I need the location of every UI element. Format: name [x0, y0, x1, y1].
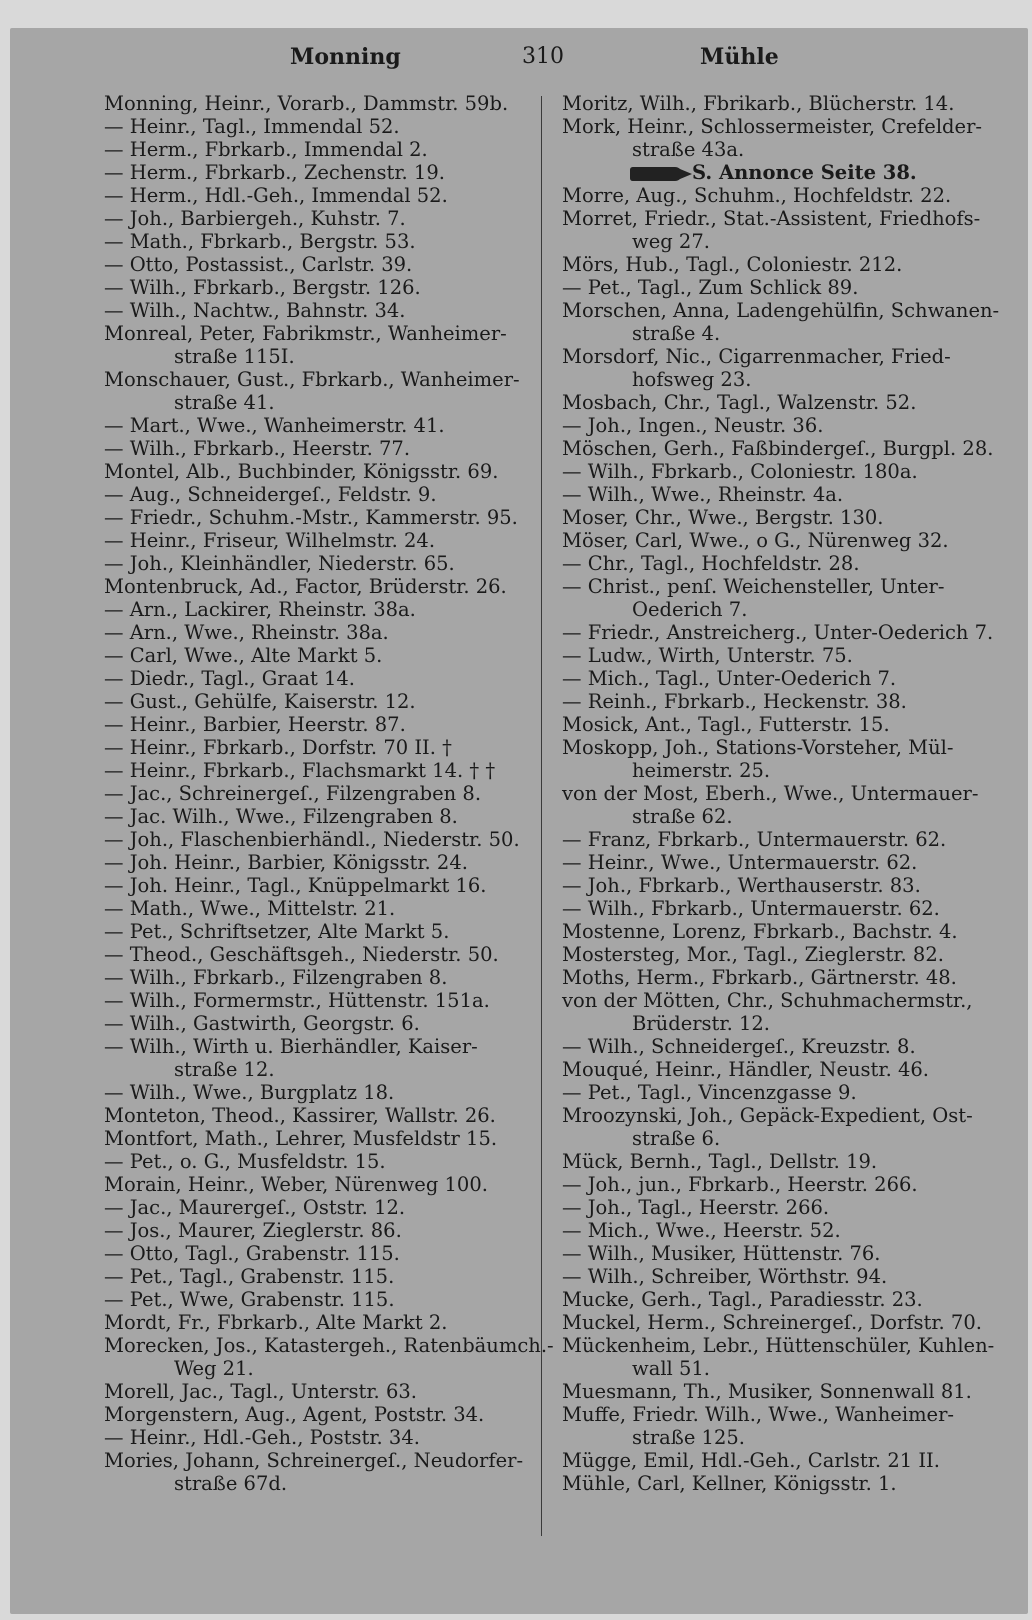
directory-entry-line	[104, 1426, 530, 1449]
entry-text: weg 27.	[632, 230, 710, 253]
entry-text: — Pet., Tagl., Grabenstr. 115.	[104, 1265, 395, 1288]
entry-text: — Wilh., Fbrkarb., Heerstr. 77.	[104, 437, 411, 460]
entry-text: Mostenne, Lorenz, Fbrkarb., Bachstr. 4.	[562, 920, 958, 943]
directory-entry-line	[562, 552, 994, 575]
entry-text: — Aug., Schneidergeſ., Feldstr. 9.	[104, 483, 437, 506]
entry-text: straße 4.	[632, 322, 721, 345]
pointing-hand-icon	[630, 167, 682, 181]
entry-text: Mörs, Hub., Tagl., Coloniestr. 212.	[562, 253, 903, 276]
directory-entry-line	[104, 1219, 530, 1242]
entry-text: Moser, Chr., Wwe., Bergstr. 130.	[562, 506, 884, 529]
directory-entry-line	[562, 874, 994, 897]
entry-text: hofsweg 23.	[632, 368, 752, 391]
directory-entry-line	[562, 1472, 994, 1495]
directory-entry-line	[104, 552, 530, 575]
entry-text: straße 6.	[632, 1127, 721, 1150]
entry-text: Muesmann, Th., Musiker, Sonnenwall 81.	[562, 1380, 972, 1403]
entry-text: Weg 21.	[174, 1357, 254, 1380]
directory-entry-line	[104, 713, 530, 736]
entry-text: — Joh., Barbiergeh., Kuhstr. 7.	[104, 207, 406, 230]
entry-text: Morre, Aug., Schuhm., Hochfeldstr. 22.	[562, 184, 952, 207]
entry-text: Moskopp, Joh., Stations-Vorsteher, Mül-	[562, 736, 954, 759]
entry-text: — Jos., Maurer, Zieglerstr. 86.	[104, 1219, 402, 1242]
directory-entry-line	[562, 1242, 994, 1265]
directory-entry-line	[104, 1334, 554, 1357]
entry-text: — Pet., o. G., Musfeldstr. 15.	[104, 1150, 386, 1173]
directory-entry-line	[104, 736, 530, 759]
header-right-keyword: Mühle	[700, 44, 779, 70]
entry-text: — Wilh., Schreiber, Wörthstr. 94.	[562, 1265, 888, 1288]
entry-text: — Arn., Wwe., Rheinstr. 38a.	[104, 621, 389, 644]
entry-text: straße 41.	[174, 391, 275, 414]
entry-text: heimerstr. 25.	[632, 759, 771, 782]
directory-entry-line	[104, 207, 530, 230]
left-column	[104, 92, 554, 1495]
entry-text: straße 62.	[632, 805, 733, 828]
entry-text: — Pet., Schriftsetzer, Alte Markt 5.	[104, 920, 450, 943]
directory-entry-line	[562, 598, 994, 621]
entry-text: straße 43a.	[632, 138, 745, 161]
entry-text: Morsdorf, Nic., Cigarrenmacher, Fried-	[562, 345, 951, 368]
entry-text: — Chr., Tagl., Hochfeldstr. 28.	[562, 552, 860, 575]
entry-text: Mück, Bernh., Tagl., Dellstr. 19.	[562, 1150, 878, 1173]
entry-text: Mosbach, Chr., Tagl., Walzenstr. 52.	[562, 391, 917, 414]
directory-entry-line	[562, 736, 994, 759]
entry-text: — Wilh., Fbrkarb., Untermauerstr. 62.	[562, 897, 940, 920]
entry-text: Brüderstr. 12.	[632, 1012, 770, 1035]
entry-text: Moritz, Wilh., Fbrikarb., Blücherstr. 14.	[562, 92, 955, 115]
entry-text: — Pet., Tagl., Vincenzgasse 9.	[562, 1081, 857, 1104]
entry-text: Morell, Jac., Tagl., Unterstr. 63.	[104, 1380, 417, 1403]
directory-entry-line	[104, 138, 530, 161]
directory-entry-line	[562, 782, 994, 805]
directory-entry-line	[562, 1196, 994, 1219]
page-header	[0, 44, 1032, 78]
directory-entry-line	[104, 782, 530, 805]
directory-entry-line	[562, 483, 994, 506]
directory-entry-line	[104, 1173, 530, 1196]
directory-entry-line	[104, 253, 530, 276]
directory-entry-line	[562, 299, 1000, 322]
directory-entry-line	[104, 690, 530, 713]
directory-entry-line	[104, 667, 530, 690]
directory-entry-line	[562, 1426, 994, 1449]
directory-entry-line	[104, 1288, 530, 1311]
directory-entry-line	[104, 391, 530, 414]
directory-entry-line	[562, 1334, 994, 1357]
entry-text: — Herm., Fbrkarb., Immendal 2.	[104, 138, 428, 161]
entry-text: — Wilh., Gastwirth, Georgstr. 6.	[104, 1012, 420, 1035]
entry-text: — Wilh., Wwe., Rheinstr. 4a.	[562, 483, 844, 506]
directory-entry-line	[104, 1403, 530, 1426]
directory-entry-line	[104, 1104, 530, 1127]
entry-text: Mückenheim, Lebr., Hüttenschüler, Kuhlen-	[562, 1334, 995, 1357]
directory-entry-line	[104, 1472, 530, 1495]
entry-text: — Joh. Heinr., Tagl., Knüppelmarkt 16.	[104, 874, 487, 897]
entry-text: — Joh., jun., Fbrkarb., Heerstr. 266.	[562, 1173, 918, 1196]
entry-text: wall 51.	[632, 1357, 710, 1380]
directory-entry-line	[562, 1380, 994, 1403]
directory-entry-line	[562, 115, 994, 138]
directory-entry-line	[562, 345, 994, 368]
directory-entry-line	[562, 1173, 994, 1196]
entry-text: Mühle, Carl, Kellner, Königsstr. 1.	[562, 1472, 897, 1495]
entry-text: von der Mötten, Chr., Schuhmachermstr.,	[562, 989, 973, 1012]
entry-text: — Arn., Lackirer, Rheinstr. 38a.	[104, 598, 416, 621]
directory-entry-line	[562, 621, 994, 644]
entry-text: Morgenstern, Aug., Agent, Poststr. 34.	[104, 1403, 485, 1426]
entry-text: — Theod., Geschäftsgeh., Niederstr. 50.	[104, 943, 499, 966]
directory-entry-line	[562, 690, 994, 713]
entry-text: — Friedr., Schuhm.-Mstr., Kammerstr. 95.	[104, 506, 518, 529]
directory-entry-line	[104, 575, 530, 598]
entry-text: — Christ., penſ. Weichensteller, Unter-	[562, 575, 945, 598]
entry-text: — Friedr., Anstreicherg., Unter-Oederich 7.	[562, 621, 994, 644]
entry-text: — Mich., Tagl., Unter-Oederich 7.	[562, 667, 897, 690]
directory-entry-line	[104, 759, 530, 782]
entry-text: Moths, Herm., Fbrkarb., Gärtnerstr. 48.	[562, 966, 957, 989]
directory-entry-line	[104, 322, 530, 345]
directory-entry-line	[562, 713, 994, 736]
directory-entry-line	[104, 1035, 530, 1058]
directory-entry-line	[562, 1403, 994, 1426]
directory-entry-line	[104, 989, 530, 1012]
directory-entry-line	[104, 1449, 530, 1472]
entry-text: — Pet., Wwe, Grabenstr. 115.	[104, 1288, 395, 1311]
directory-entry-line	[562, 437, 994, 460]
entry-text: — Heinr., Fbrkarb., Flachsmarkt 14. † †	[104, 759, 496, 782]
directory-entry-line	[104, 483, 530, 506]
entry-text: S. Annonce Seite 38.	[692, 161, 917, 184]
directory-entry-line	[562, 391, 994, 414]
entry-text: Morschen, Anna, Ladengehülfin, Schwanen-	[562, 299, 1000, 322]
directory-entry-line	[104, 230, 530, 253]
entry-text: — Math., Fbrkarb., Bergstr. 53.	[104, 230, 416, 253]
directory-entry-line	[562, 1081, 994, 1104]
directory-entry-line	[104, 506, 530, 529]
entry-text: Mories, Johann, Schreinergeſ., Neudorfer-	[104, 1449, 524, 1472]
entry-text: Montel, Alb., Buchbinder, Königsstr. 69.	[104, 460, 499, 483]
directory-entry-line	[104, 161, 530, 184]
entry-text: — Gust., Gehülfe, Kaiserstr. 12.	[104, 690, 416, 713]
entry-text: Monteton, Theod., Kassirer, Wallstr. 26.	[104, 1104, 496, 1127]
entry-text: — Heinr., Friseur, Wilhelmstr. 24.	[104, 529, 436, 552]
directory-entry-line	[104, 529, 530, 552]
entry-text: Muffe, Friedr. Wilh., Wwe., Wanheimer-	[562, 1403, 955, 1426]
entry-text: Montenbruck, Ad., Factor, Brüderstr. 26.	[104, 575, 507, 598]
entry-text: Monschauer, Gust., Fbrkarb., Wanheimer-	[104, 368, 520, 391]
directory-entry-line	[104, 943, 530, 966]
entry-text: Morret, Friedr., Stat.-Assistent, Friedhofs-	[562, 207, 981, 230]
entry-text: — Joh. Heinr., Barbier, Königsstr. 24.	[104, 851, 468, 874]
directory-entry-line	[104, 598, 530, 621]
directory-entry-line	[562, 506, 994, 529]
entry-text: — Herm., Hdl.-Geh., Immendal 52.	[104, 184, 448, 207]
directory-entry-line	[562, 276, 994, 299]
entry-text: Möschen, Gerh., Faßbindergeſ., Burgpl. 28.	[562, 437, 994, 460]
directory-entry-line	[562, 1219, 994, 1242]
directory-entry-line	[562, 575, 994, 598]
directory-entry-line	[562, 529, 994, 552]
directory-entry-line	[104, 299, 530, 322]
entry-text: — Mich., Wwe., Heerstr. 52.	[562, 1219, 841, 1242]
entry-text: — Joh., Kleinhändler, Niederstr. 65.	[104, 552, 455, 575]
entry-text: — Carl, Wwe., Alte Markt 5.	[104, 644, 383, 667]
page-number: 310	[522, 44, 564, 69]
directory-entry-line	[104, 1058, 530, 1081]
directory-entry-line	[104, 1081, 530, 1104]
entry-text: — Joh., Ingen., Neustr. 36.	[562, 414, 824, 437]
entry-text: Morain, Heinr., Weber, Nürenweg 100.	[104, 1173, 488, 1196]
entry-text: — Mart., Wwe., Wanheimerstr. 41.	[104, 414, 445, 437]
directory-entry-line	[104, 460, 530, 483]
directory-entry-line	[104, 368, 530, 391]
entry-text: — Reinh., Fbrkarb., Heckenstr. 38.	[562, 690, 907, 713]
entry-text: — Heinr., Hdl.-Geh., Poststr. 34.	[104, 1426, 420, 1449]
directory-entry-line	[104, 115, 530, 138]
entry-text: straße 125.	[632, 1426, 745, 1449]
entry-text: — Heinr., Fbrkarb., Dorfstr. 70 II. †	[104, 736, 452, 759]
entry-text: — Math., Wwe., Mittelstr. 21.	[104, 897, 396, 920]
directory-entry-line	[562, 253, 994, 276]
directory-entry-line	[104, 805, 530, 828]
directory-entry-line	[562, 460, 994, 483]
entry-text: Mügge, Emil, Hdl.-Geh., Carlstr. 21 II.	[562, 1449, 940, 1472]
entry-text: — Wilh., Fbrkarb., Filzengraben 8.	[104, 966, 448, 989]
entry-text: Mucke, Gerh., Tagl., Paradiesstr. 23.	[562, 1288, 923, 1311]
directory-entry-line	[104, 1357, 530, 1380]
entry-text: — Wilh., Wwe., Burgplatz 18.	[104, 1081, 395, 1104]
directory-entry-line	[104, 644, 530, 667]
directory-entry-line	[562, 1012, 994, 1035]
directory-entry-line	[104, 1242, 530, 1265]
entry-text: Morecken, Jos., Katastergeh., Ratenbäumch.-	[104, 1334, 554, 1357]
directory-entry-line	[104, 92, 530, 115]
directory-entry-line	[562, 1150, 994, 1173]
header-left-keyword: Monning	[290, 44, 401, 70]
right-column	[562, 92, 1000, 1495]
directory-entry-line	[104, 1265, 530, 1288]
entry-text: — Wilh., Fbrkarb., Bergstr. 126.	[104, 276, 421, 299]
directory-entry-line	[562, 92, 994, 115]
directory-entry-line	[104, 437, 530, 460]
column-divider	[541, 96, 542, 1536]
directory-entry-line	[104, 1311, 530, 1334]
entry-text: — Wilh., Fbrkarb., Coloniestr. 180a.	[562, 460, 918, 483]
directory-entry-line	[104, 621, 530, 644]
directory-entry-line	[562, 759, 994, 782]
directory-entry-line	[104, 828, 530, 851]
directory-entry-line	[104, 1380, 530, 1403]
entry-text: — Diedr., Tagl., Graat 14.	[104, 667, 355, 690]
entry-text: — Ludw., Wirth, Unterstr. 75.	[562, 644, 853, 667]
entry-text: straße 12.	[174, 1058, 275, 1081]
directory-entry-line	[562, 1357, 994, 1380]
entry-text: Mork, Heinr., Schlossermeister, Crefelder-	[562, 115, 982, 138]
directory-entry-line	[104, 414, 530, 437]
entry-text: — Herm., Fbrkarb., Zechenstr. 19.	[104, 161, 445, 184]
directory-entry-line	[562, 414, 994, 437]
entry-text: Montfort, Math., Lehrer, Musfeldstr 15.	[104, 1127, 498, 1150]
entry-text: Mroozynski, Joh., Gepäck-Expedient, Ost-	[562, 1104, 973, 1127]
entry-text: — Otto, Tagl., Grabenstr. 115.	[104, 1242, 400, 1265]
entry-text: — Jac., Schreinergeſ., Filzengraben 8.	[104, 782, 482, 805]
entry-text: — Wilh., Schneidergeſ., Kreuzstr. 8.	[562, 1035, 916, 1058]
directory-entry-line	[104, 276, 530, 299]
directory-entry-line	[104, 1012, 530, 1035]
entry-text: Mosick, Ant., Tagl., Futterstr. 15.	[562, 713, 890, 736]
directory-entry-line	[562, 644, 994, 667]
directory-entry-line	[562, 230, 994, 253]
entry-text: Oederich 7.	[632, 598, 748, 621]
directory-entry-line	[562, 851, 994, 874]
directory-entry-line	[562, 368, 994, 391]
entry-text: — Jac. Wilh., Wwe., Filzengraben 8.	[104, 805, 458, 828]
entry-text: — Franz, Fbrkarb., Untermauerstr. 62.	[562, 828, 947, 851]
directory-entry-line	[104, 897, 530, 920]
directory-entry-line	[562, 1449, 994, 1472]
directory-entry-line	[562, 989, 994, 1012]
entry-text: — Joh., Tagl., Heerstr. 266.	[562, 1196, 830, 1219]
entry-text: Monreal, Peter, Fabrikmstr., Wanheimer-	[104, 322, 507, 345]
directory-entry-line	[562, 138, 994, 161]
directory-entry-line	[562, 1311, 994, 1334]
entry-text: Mostersteg, Mor., Tagl., Zieglerstr. 82.	[562, 943, 944, 966]
directory-entry-line	[104, 874, 530, 897]
directory-entry-line	[562, 966, 994, 989]
directory-entry-line	[104, 1196, 530, 1219]
entry-text: — Joh., Fbrkarb., Werthauserstr. 83.	[562, 874, 921, 897]
directory-entry-line	[562, 322, 994, 345]
directory-entry-line	[562, 920, 994, 943]
entry-text: — Joh., Flaschenbierhändl., Niederstr. 50.	[104, 828, 520, 851]
directory-entry-line	[104, 966, 530, 989]
directory-entry-line	[562, 897, 994, 920]
entry-text: Monning, Heinr., Vorarb., Dammstr. 59b.	[104, 92, 509, 115]
entry-text: — Wilh., Wirth u. Bierhändler, Kaiser-	[104, 1035, 478, 1058]
directory-entry-line	[104, 345, 530, 368]
directory-entry-line	[104, 851, 530, 874]
directory-entry-line	[562, 184, 994, 207]
directory-entry-line	[562, 1127, 994, 1150]
directory-entry-line	[562, 943, 994, 966]
entry-text: straße 115I.	[174, 345, 295, 368]
entry-text: — Jac., Maurergeſ., Oststr. 12.	[104, 1196, 406, 1219]
entry-text: straße 67d.	[174, 1472, 288, 1495]
entry-text: — Wilh., Formermstr., Hüttenstr. 151a.	[104, 989, 490, 1012]
entry-text: — Otto, Postassist., Carlstr. 39.	[104, 253, 413, 276]
directory-entry-line	[562, 1035, 994, 1058]
entry-text: — Heinr., Wwe., Untermauerstr. 62.	[562, 851, 918, 874]
directory-entry-line	[562, 207, 994, 230]
directory-entry-line	[562, 1265, 994, 1288]
directory-entry-line	[104, 920, 530, 943]
entry-text: — Wilh., Nachtw., Bahnstr. 34.	[104, 299, 406, 322]
directory-entry-line	[562, 805, 994, 828]
directory-entry-line	[562, 1058, 994, 1081]
entry-text: Mouqué, Heinr., Händler, Neustr. 46.	[562, 1058, 929, 1081]
directory-entry-line	[562, 667, 994, 690]
directory-entry-line	[562, 828, 994, 851]
directory-entry-line	[104, 184, 530, 207]
directory-entry-line	[562, 1288, 994, 1311]
entry-text: Muckel, Herm., Schreinergeſ., Dorfstr. 70.	[562, 1311, 982, 1334]
directory-entry-line	[104, 1150, 530, 1173]
entry-text: — Wilh., Musiker, Hüttenstr. 76.	[562, 1242, 881, 1265]
entry-text: von der Most, Eberh., Wwe., Untermauer-	[562, 782, 979, 805]
entry-text: — Heinr., Tagl., Immendal 52.	[104, 115, 400, 138]
directory-entry-line	[104, 1127, 530, 1150]
entry-text: — Heinr., Barbier, Heerstr. 87.	[104, 713, 406, 736]
directory-entry-line	[562, 1104, 994, 1127]
entry-text: Möser, Carl, Wwe., o G., Nürenweg 32.	[562, 529, 949, 552]
entry-text: Mordt, Fr., Fbrkarb., Alte Markt 2.	[104, 1311, 448, 1334]
entry-text: — Pet., Tagl., Zum Schlick 89.	[562, 276, 859, 299]
annonce-reference	[562, 161, 994, 184]
